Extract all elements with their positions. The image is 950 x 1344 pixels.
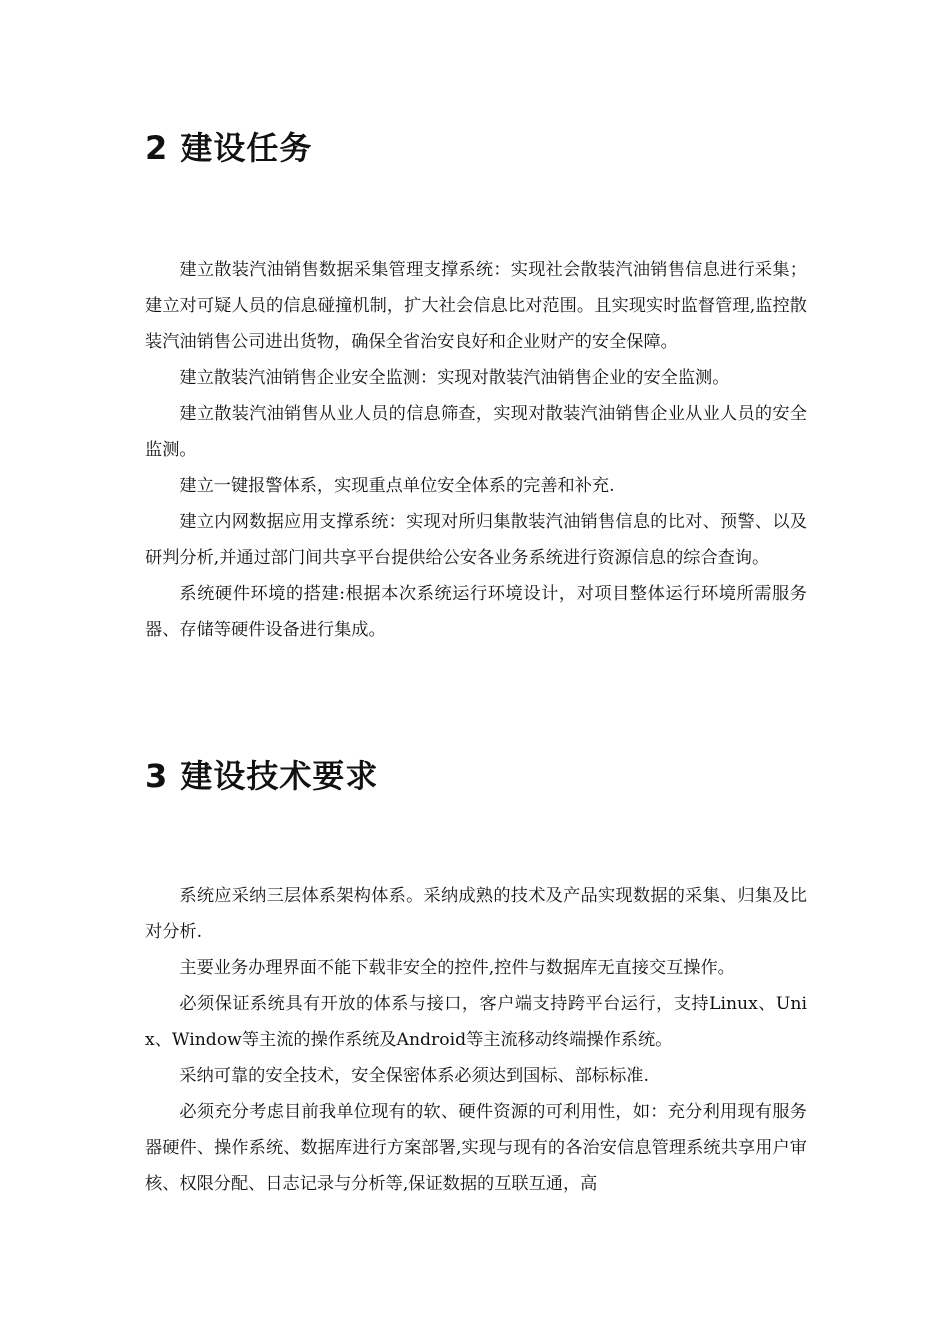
paragraph: 系统应采纳三层体系架构体系。采纳成熟的技术及产品实现数据的采集、归集及比对分析. <box>145 886 807 942</box>
paragraph: 建立散装汽油销售从业人员的信息筛查，实现对散装汽油销售企业从业人员的安全监测。 <box>145 404 807 460</box>
paragraph: 必须保证系统具有开放的体系与接口，客户端支持跨平台运行，支持Linux、Unix、Window等主流的操作系统及Android等主流移动终端操作系统。 <box>145 994 807 1050</box>
section-body-technical-requirements <box>145 878 807 1202</box>
paragraph: 建立一键报警体系，实现重点单位安全体系的完善和补充. <box>179 476 615 496</box>
paragraph: 必须充分考虑目前我单位现有的软、硬件资源的可利用性，如：充分利用现有服务器硬件、操作系统、数据库进行方案部署,实现与现有的各治安信息管理系统共享用户审核、权限分配、日志记录与分析等,保证数据的互联互通，高 <box>145 1102 807 1194</box>
section-heading-construction-tasks: 2 建设任务 <box>145 129 313 167</box>
paragraph: 建立散装汽油销售企业安全监测：实现对散装汽油销售企业的安全监测。 <box>179 368 730 388</box>
paragraph: 采纳可靠的安全技术，安全保密体系必须达到国标、部标标准. <box>179 1066 649 1086</box>
section-heading-technical-requirements: 3 建设技术要求 <box>145 757 379 795</box>
paragraph: 建立散装汽油销售数据采集管理支撑系统：实现社会散装汽油销售信息进行采集；建立对可疑人员的信息碰撞机制，扩大社会信息比对范围。且实现实时监督管理,监控散装汽油销售公司进出货物，确保全省治安良好和企业财产的安全保障。 <box>145 260 807 352</box>
paragraph: 系统硬件环境的搭建:根据本次系统运行环境设计，对项目整体运行环境所需服务器、存储等硬件设备进行集成。 <box>145 584 807 640</box>
paragraph: 主要业务办理界面不能下载非安全的控件,控件与数据库无直接交互操作。 <box>179 958 735 978</box>
paragraph: 建立内网数据应用支撑系统：实现对所归集散装汽油销售信息的比对、预警、以及研判分析,并通过部门间共享平台提供给公安各业务系统进行资源信息的综合查询。 <box>145 512 807 568</box>
section-body-construction-tasks <box>145 252 807 648</box>
